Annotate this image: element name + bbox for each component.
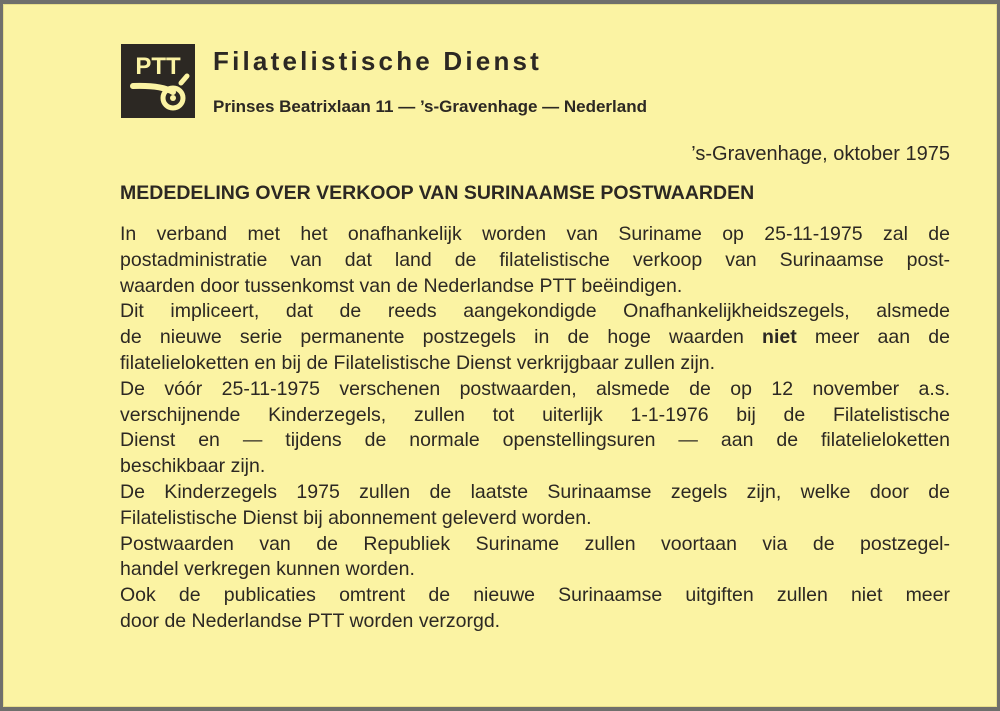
text-line: postadministratie van dat land de filatelistische verkoop van Surinaamse post- xyxy=(120,248,950,271)
org-name: Filatelistische Dienst xyxy=(213,46,543,76)
emphasis-niet: niet xyxy=(762,326,797,349)
body-text xyxy=(120,222,950,635)
paragraph-1 xyxy=(120,222,950,299)
text-line: beschikbaar zijn. xyxy=(120,455,266,478)
text-line: verschijnende Kinderzegels, zullen tot uiterlijk 1-1-1976 bij de Filatelistische xyxy=(120,403,950,426)
text-line: In verband met het onafhankelijk worden van Suriname op 25-11-1975 zal de xyxy=(120,223,950,245)
text-line-with-emphasis xyxy=(120,325,950,351)
text-line: Postwaarden van de Republiek Suriname zullen voortaan via de postzegel- xyxy=(120,532,950,555)
text-line: Ook de publicaties omtrent de nieuwe Surinaamse uitgiften zullen niet meer xyxy=(120,584,950,607)
document-heading: MEDEDELING OVER VERKOOP VAN SURINAAMSE POSTWAARDEN xyxy=(120,182,755,204)
text-line: Filatelistische Dienst bij abonnement geleverd worden. xyxy=(120,506,592,529)
text-line: filatelieloketten en bij de Filatelistische Dienst verkrijgbaar zullen zijn. xyxy=(120,351,716,374)
paragraph-3 xyxy=(120,377,950,480)
text-line: handel verkregen kunnen worden. xyxy=(120,558,415,581)
ptt-logo xyxy=(121,44,195,118)
org-address: Prinses Beatrixlaan 11 — ’s-Gravenhage — Nederland xyxy=(213,97,647,116)
text-line: door de Nederlandse PTT worden verzorgd. xyxy=(120,609,501,632)
paragraph-6 xyxy=(120,583,950,635)
text-line: De Kinderzegels 1975 zullen de laatste Surinaamse zegels zijn, welke door de xyxy=(120,480,950,503)
announcement-card xyxy=(3,4,997,707)
ptt-logo-text: PTT xyxy=(135,53,181,80)
text-line: Dienst en — tijdens de normale openstellingsuren — aan de filatelieloketten xyxy=(120,429,950,452)
paragraph-4 xyxy=(120,480,950,532)
paragraph-2 xyxy=(120,299,950,376)
text-line: De vóór 25-11-1975 verschenen postwaarden, alsmede de op 12 november a.s. xyxy=(120,377,950,400)
date-line: ’s-Gravenhage, oktober 1975 xyxy=(691,143,950,165)
text-line: Dit impliceert, dat de reeds aangekondigde Onafhankelijkheidszegels, alsmede xyxy=(120,300,950,323)
text-segment: meer aan de xyxy=(814,326,951,349)
text-line: waarden door tussenkomst van de Nederlandse PTT beëindigen. xyxy=(120,274,683,297)
text-segment: de nieuwe serie permanente postzegels in de hoge waarden xyxy=(120,326,744,349)
paragraph-5 xyxy=(120,532,950,584)
